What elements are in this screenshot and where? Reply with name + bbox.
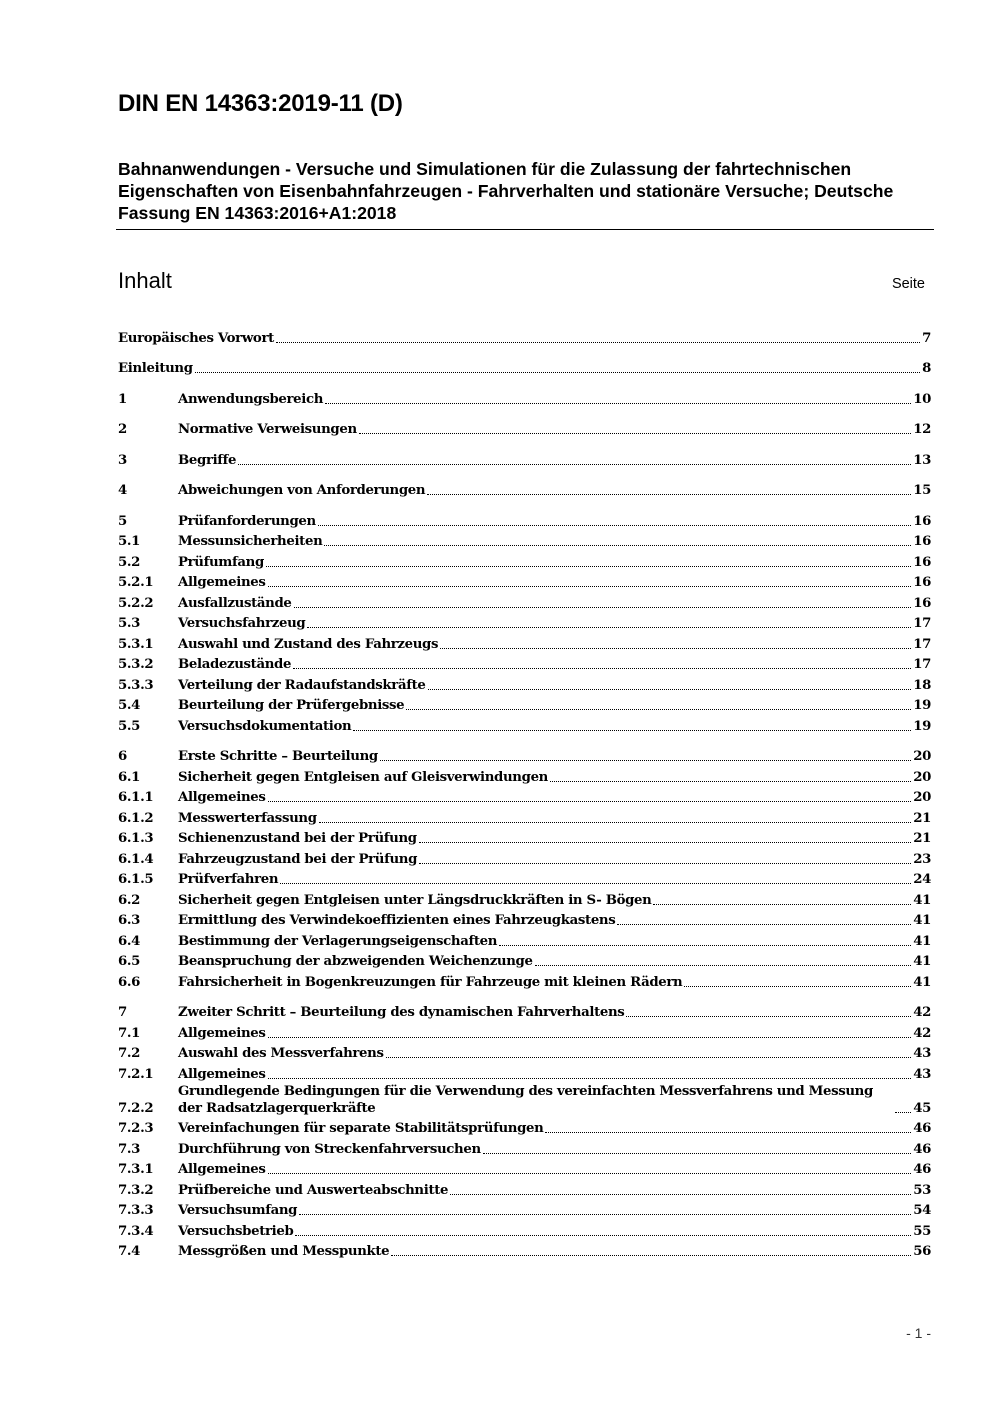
toc-entry-page: 20 — [913, 749, 931, 764]
toc-entry[interactable] — [118, 418, 931, 439]
toc-entry-title: Begriffe — [178, 452, 237, 468]
toc-dot-leader — [359, 433, 911, 434]
toc-entry-page: 42 — [913, 1025, 931, 1041]
toc-dot-leader — [324, 545, 911, 546]
toc-entry-page: 46 — [913, 1121, 931, 1136]
toc-entry[interactable] — [118, 1240, 931, 1261]
toc-entry[interactable] — [118, 745, 931, 766]
toc-entry-title: Beanspruchung der abzweigenden Weichenzunge — [178, 954, 533, 969]
toc-entry[interactable] — [118, 1083, 931, 1117]
toc-entry[interactable] — [118, 591, 931, 612]
toc-entry-title: Normative Verweisungen — [178, 422, 357, 437]
toc-entry-page: 8 — [922, 361, 931, 376]
toc-entry-page: 24 — [913, 872, 931, 887]
toc-entry[interactable] — [118, 612, 931, 633]
toc-entry-title: Sicherheit gegen Entgleisen unter Längsdruckkräften in S- Bögen — [178, 892, 652, 908]
toc-entry-number: 5 — [118, 513, 127, 529]
toc-entry[interactable] — [118, 1001, 931, 1022]
toc-entry-number: 7.2.3 — [118, 1121, 154, 1136]
toc-dot-leader — [195, 372, 920, 373]
toc-entry-number: 1 — [118, 391, 127, 407]
toc-entry[interactable] — [118, 806, 931, 827]
toc-entry-title: Zweiter Schritt – Beurteilung des dynamischen Fahrverhaltens — [178, 1005, 625, 1020]
toc-entry-number: 6.1.4 — [118, 851, 154, 867]
toc-entry-title: Anwendungsbereich — [178, 391, 324, 407]
toc-dot-leader — [499, 945, 911, 946]
toc-entry-title: Allgemeines — [178, 1162, 266, 1177]
toc-entry-number: 5.3.2 — [118, 657, 154, 672]
toc-entry-title: Prüfumfang — [178, 554, 264, 570]
toc-entry-number: 7.3 — [118, 1141, 141, 1157]
toc-entry-page: 21 — [913, 831, 931, 846]
toc-entry[interactable] — [118, 509, 931, 530]
toc-entry-page: 41 — [913, 892, 931, 908]
toc-entry-number: 6.4 — [118, 933, 141, 949]
toc-entry[interactable] — [118, 1158, 931, 1179]
toc-entry-page: 15 — [913, 483, 931, 498]
toc-entry[interactable] — [118, 1178, 931, 1199]
toc-entry-number: 6 — [118, 749, 127, 764]
toc-dot-leader — [268, 586, 912, 587]
toc-entry[interactable] — [118, 571, 931, 592]
toc-entry-number: 5.3.1 — [118, 636, 154, 652]
toc-entry-title: Fahrsicherheit in Bogenkreuzungen für Fahrzeuge mit kleinen Rädern — [178, 974, 683, 990]
toc-entry-title: Bestimmung der Verlagerungseigenschaften — [178, 933, 498, 949]
toc-entry-number: 6.1.2 — [118, 810, 154, 826]
toc-entry-number: 7.2.1 — [118, 1066, 154, 1082]
toc-entry-page: 16 — [913, 534, 931, 549]
toc-entry-page: 41 — [913, 933, 931, 949]
toc-entry-page: 46 — [913, 1141, 931, 1157]
toc-dot-leader — [406, 709, 911, 710]
toc-entry-page: 16 — [913, 595, 931, 611]
toc-entry-title: Prüfbereiche und Auswerteabschnitte — [178, 1182, 449, 1198]
toc-dot-leader — [238, 464, 911, 465]
toc-entry-page: 16 — [913, 554, 931, 570]
toc-entry-page: 45 — [913, 1100, 931, 1116]
toc-entry[interactable] — [118, 765, 931, 786]
toc-entry-page: 19 — [913, 718, 931, 734]
toc-page-column-heading: Seite — [891, 276, 925, 292]
toc-entry-title: Allgemeines — [178, 790, 266, 805]
toc-entry[interactable] — [118, 929, 931, 950]
toc-entry[interactable] — [118, 1199, 931, 1220]
toc-entry-title: Durchführung von Streckenfahrversuchen — [178, 1141, 481, 1157]
toc-dot-leader — [276, 342, 920, 343]
toc-dot-leader — [325, 403, 911, 404]
toc-entry-title: Beladezustände — [178, 657, 292, 672]
toc-dot-leader — [299, 1214, 911, 1215]
toc-entry-number: 2 — [118, 422, 127, 437]
toc-entry[interactable] — [118, 387, 931, 408]
toc-entry-number: 7.3.1 — [118, 1162, 154, 1177]
toc-entry-number: 7.3.4 — [118, 1223, 154, 1239]
toc-entry-number: 6.6 — [118, 974, 141, 990]
toc-entry-title: Abweichungen von Anforderungen — [178, 483, 426, 498]
toc-dot-leader — [626, 1016, 911, 1017]
toc-entry-number: 3 — [118, 452, 127, 468]
toc-entry[interactable] — [118, 1021, 931, 1042]
toc-entry[interactable] — [118, 1042, 931, 1063]
toc-entry[interactable] — [118, 714, 931, 735]
toc-entry-page: 41 — [913, 913, 931, 928]
toc-dot-leader — [268, 1078, 912, 1079]
toc-entry[interactable] — [118, 847, 931, 868]
toc-dot-leader — [617, 924, 911, 925]
toc-entry-title: Versuchsbetrieb — [178, 1223, 294, 1239]
toc-entry-page: 20 — [913, 790, 931, 805]
toc-entry-page: 19 — [913, 698, 931, 713]
toc-dot-leader — [391, 1255, 911, 1256]
toc-entry-title: Versuchsumfang — [178, 1203, 298, 1218]
toc-entry-title: Allgemeines — [178, 1066, 266, 1082]
toc-entry-title: Verteilung der Radaufstandskräfte — [178, 677, 426, 693]
toc-entry-number: 6.1.5 — [118, 872, 154, 887]
toc-entry-page: 41 — [913, 954, 931, 969]
toc-dot-leader — [535, 965, 912, 966]
toc-entry-title: Schienenzustand bei der Prüfung — [178, 831, 417, 846]
toc-entry-page: 16 — [913, 513, 931, 529]
toc-entry-number: 4 — [118, 483, 127, 498]
toc-entry-number: 6.3 — [118, 913, 141, 928]
toc-entry-number: 5.3.3 — [118, 677, 154, 693]
toc-dot-leader — [307, 627, 911, 628]
document-title: DIN EN 14363:2019-11 (D) — [118, 90, 403, 117]
toc-entry-page: 43 — [913, 1046, 931, 1061]
toc-entry[interactable] — [118, 1219, 931, 1240]
toc-entry-number: 5.1 — [118, 534, 141, 549]
toc-dot-leader — [380, 760, 911, 761]
toc-entry[interactable] — [118, 326, 931, 347]
toc-entry-page: 17 — [913, 616, 931, 631]
toc-entry-page: 17 — [913, 636, 931, 652]
toc-entry[interactable] — [118, 1137, 931, 1158]
toc-entry[interactable] — [118, 530, 931, 551]
toc-entry-title: Auswahl und Zustand des Fahrzeugs — [178, 636, 439, 652]
toc-dot-leader — [353, 730, 911, 731]
toc-entry-title: Sicherheit gegen Entgleisen auf Gleisverwindungen — [178, 769, 548, 785]
toc-entry[interactable] — [118, 1062, 931, 1083]
toc-dot-leader — [684, 986, 911, 987]
toc-entry-title: Versuchsdokumentation — [178, 718, 352, 734]
toc-dot-leader — [419, 842, 911, 843]
toc-entry-number: 7.2 — [118, 1046, 141, 1061]
toc-entry-title: Einleitung — [118, 361, 193, 376]
toc-dot-leader — [483, 1153, 911, 1154]
toc-dot-leader — [419, 863, 911, 864]
toc-entry-page: 7 — [922, 330, 931, 346]
toc-entry[interactable] — [118, 694, 931, 715]
toc-entry-number: 6.1 — [118, 769, 141, 785]
toc-entry-page: 16 — [913, 575, 931, 590]
toc-entry-page: 20 — [913, 769, 931, 785]
toc-entry[interactable] — [118, 909, 931, 930]
toc-entry-page: 12 — [913, 422, 931, 437]
toc-entry-number: 7.3.2 — [118, 1182, 154, 1198]
toc-entry-title: Fahrzeugzustand bei der Prüfung — [178, 851, 418, 867]
toc-entry-number: 7.4 — [118, 1244, 141, 1259]
toc-entry[interactable] — [118, 448, 931, 469]
toc-entry[interactable] — [118, 479, 931, 500]
toc-entry-number: 7 — [118, 1005, 127, 1020]
toc-dot-leader — [653, 904, 911, 905]
toc-entry[interactable] — [118, 970, 931, 991]
toc-dot-leader — [293, 668, 911, 669]
toc-entry-page: 23 — [913, 851, 931, 867]
toc-dot-leader — [319, 822, 912, 823]
toc-entry-page: 18 — [913, 677, 931, 693]
toc-entry-title: Ausfallzustände — [178, 595, 292, 611]
toc-entry-number: 6.1.1 — [118, 790, 154, 805]
toc-entry-number: 6.5 — [118, 954, 141, 969]
toc-dot-leader — [427, 494, 911, 495]
toc-dot-leader — [545, 1132, 911, 1133]
toc-entry-page: 55 — [913, 1223, 931, 1239]
toc-entry-number: 6.1.3 — [118, 831, 154, 846]
toc-dot-leader — [895, 1112, 911, 1113]
toc-entry-number: 5.4 — [118, 698, 141, 713]
toc-entry-number: 6.2 — [118, 892, 141, 908]
toc-entry-title: Messwerterfassung — [178, 810, 317, 826]
toc-entry-page: 43 — [913, 1066, 931, 1082]
toc-entry-title: Messgrößen und Messpunkte — [178, 1244, 390, 1259]
toc-dot-leader — [428, 689, 912, 690]
toc-entry-number: 5.2.2 — [118, 595, 154, 611]
toc-entry[interactable] — [118, 827, 931, 848]
toc-entry-number: 5.3 — [118, 616, 141, 631]
toc-entry-number: 5.2.1 — [118, 575, 154, 590]
toc-entry-title: Messunsicherheiten — [178, 534, 323, 549]
toc-dot-leader — [268, 1037, 912, 1038]
toc-entry-page: 42 — [913, 1005, 931, 1020]
toc-entry-title: Europäisches Vorwort — [118, 330, 274, 346]
toc-entry[interactable] — [118, 950, 931, 971]
toc-dot-leader — [266, 566, 911, 567]
toc-entry[interactable] — [118, 653, 931, 674]
toc-entry-title: Vereinfachungen für separate Stabilitätsprüfungen — [178, 1121, 544, 1136]
toc-entry[interactable] — [118, 786, 931, 807]
toc-entry[interactable] — [118, 632, 931, 653]
toc-entry-page: 56 — [913, 1244, 931, 1259]
toc-dot-leader — [268, 801, 912, 802]
toc-entry-title: Auswahl des Messverfahrens — [178, 1046, 384, 1061]
toc-entry[interactable] — [118, 357, 931, 378]
toc-entry-number: 5.2 — [118, 554, 141, 570]
toc-entry[interactable] — [118, 888, 931, 909]
toc-entry-title: Allgemeines — [178, 575, 266, 590]
toc-dot-leader — [386, 1057, 912, 1058]
document-subtitle: Bahnanwendungen - Versuche und Simulationen für die Zulassung der fahrtechnischen Eigenschaften von Eisenbahnfahrzeugen - Fahrverhalten und stationäre Versuche; Deutsche Fassung EN 14363:2016+A1:2018 — [118, 159, 894, 223]
toc-entry-number: 7.2.2 — [118, 1100, 154, 1116]
toc-entry-title: Prüfanforderungen — [178, 513, 316, 529]
toc-entry-page: 13 — [913, 452, 931, 468]
toc-heading: Inhalt — [118, 268, 172, 293]
toc-entry-page: 54 — [913, 1203, 931, 1218]
toc-dot-leader — [280, 883, 911, 884]
toc-entry-page: 46 — [913, 1162, 931, 1177]
toc-entry-number: 7.1 — [118, 1025, 141, 1041]
subtitle-divider — [116, 229, 934, 230]
toc-entry[interactable] — [118, 550, 931, 571]
toc-entry-number: 7.3.3 — [118, 1203, 154, 1218]
toc-entry[interactable] — [118, 673, 931, 694]
toc-entry-title: Grundlegende Bedingungen für die Verwendung des vereinfachten Messverfahrens und Messung der Radsatzlagerquerkräfte — [178, 1083, 873, 1116]
toc-dot-leader — [318, 525, 911, 526]
toc-dot-leader — [450, 1194, 911, 1195]
toc-dot-leader — [294, 607, 912, 608]
toc-entry-page: 41 — [913, 974, 931, 990]
toc-dot-leader — [268, 1173, 912, 1174]
toc-entry-title: Prüfverfahren — [178, 872, 279, 887]
footer-page-number: - 1 - — [906, 1325, 931, 1341]
toc-entry-title: Allgemeines — [178, 1025, 266, 1041]
toc-entry-page: 10 — [913, 391, 931, 407]
toc-entry-title: Beurteilung der Prüfergebnisse — [178, 698, 405, 713]
toc-entry-page: 53 — [913, 1182, 931, 1198]
toc-entry-number: 5.5 — [118, 718, 141, 734]
toc-dot-leader — [550, 781, 911, 782]
toc-entry[interactable] — [118, 1117, 931, 1138]
toc-dot-leader — [440, 648, 911, 649]
toc-entry-page: 21 — [913, 810, 931, 826]
toc-entry-title: Versuchsfahrzeug — [178, 616, 306, 631]
toc-entry-title: Ermittlung des Verwindekoeffizienten eines Fahrzeugkastens — [178, 913, 616, 928]
toc-entry-page: 17 — [913, 657, 931, 672]
table-of-contents — [118, 326, 931, 1260]
toc-entry-title: Erste Schritte – Beurteilung — [178, 749, 378, 764]
toc-entry[interactable] — [118, 868, 931, 889]
toc-dot-leader — [295, 1235, 911, 1236]
